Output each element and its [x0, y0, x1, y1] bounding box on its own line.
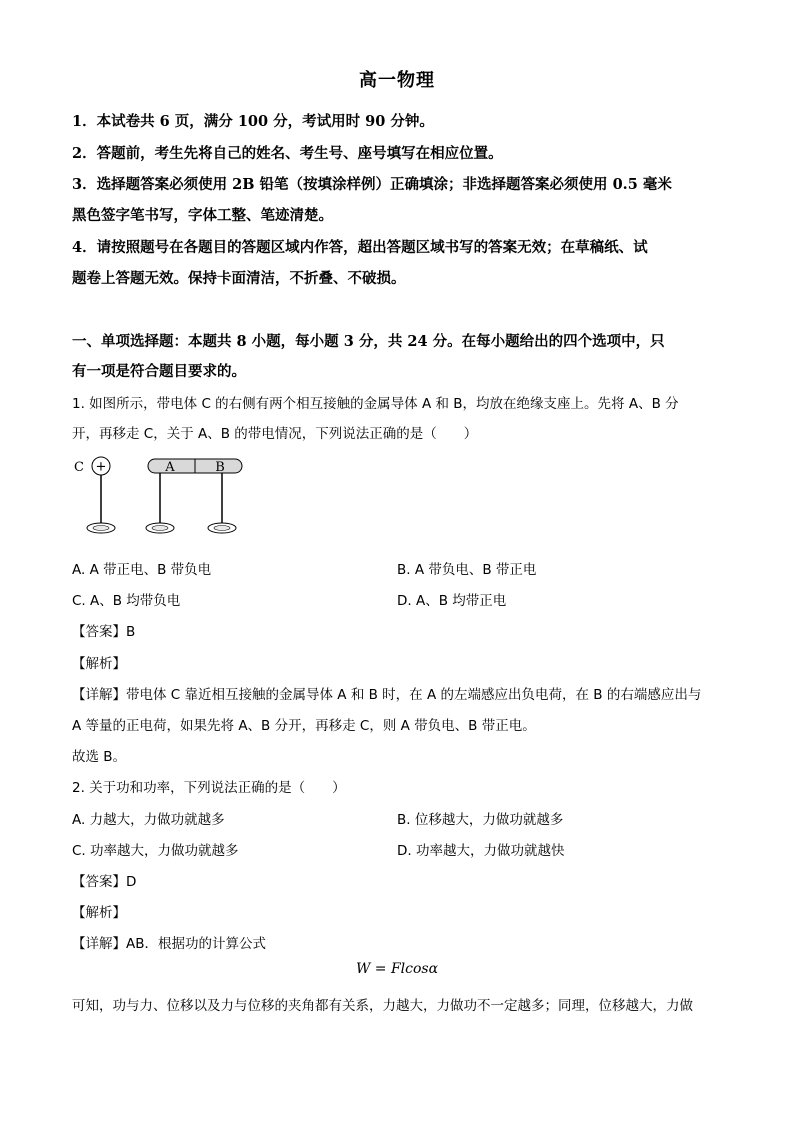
q1-detail-cont: A 等量的正电荷，如果先将 A、B 分开，再移走 C，则 A 带负电、B 带正电。 — [72, 718, 536, 734]
q2-detail-cont: 可知，功与力、位移以及力与位移的夹角都有关系，力越大，力做功不一定越多；同理，位移越大，力做 — [72, 998, 693, 1014]
label-c: C — [74, 460, 84, 475]
q1-conclusion: 故选 B。 — [72, 749, 127, 765]
q2-analysis-label: 【解析】 — [72, 905, 126, 921]
instruction-4-cont: 题卷上答题无效。保持卡面清洁，不折叠、不破损。 — [72, 270, 406, 287]
page-title: 高一物理 — [359, 70, 435, 91]
q2-option-c: C. 功率越大，力做功就越多 — [72, 843, 239, 859]
section-heading-cont: 有一项是符合题目要求的。 — [72, 363, 246, 380]
q2-stem: 2. 关于功和功率，下列说法正确的是（ ） — [72, 780, 346, 796]
conductor-c — [74, 457, 115, 533]
instruction-1: 1．本试卷共 6 页，满分 100 分，考试用时 90 分钟。 — [72, 113, 434, 130]
work-formula: W = Flcosα — [355, 961, 439, 977]
q2-option-a: A. 力越大，力做功就越多 — [72, 812, 225, 828]
q1-stem-cont: 开，再移走 C，关于 A、B 的带电情况，下列说法正确的是（ ） — [72, 426, 478, 442]
label-b: B — [215, 460, 225, 475]
q1-option-b: B. A 带负电、B 带正电 — [397, 562, 537, 578]
q1-option-c: C. A、B 均带负电 — [72, 593, 181, 609]
q1-answer: 【答案】B — [72, 624, 136, 640]
q2-option-b: B. 位移越大，力做功就越多 — [397, 812, 564, 828]
plus-sign: + — [95, 459, 107, 475]
q1-analysis-label: 【解析】 — [72, 656, 126, 672]
q2-detail: 【详解】AB．根据功的计算公式 — [72, 936, 266, 952]
q1-option-a: A. A 带正电、B 带负电 — [72, 562, 212, 578]
instruction-3: 3．选择题答案必须使用 2B 铅笔（按填涂样例）正确填涂；非选择题答案必须使用 0.5 毫米 — [72, 176, 672, 193]
instruction-2: 2．答题前，考生先将自己的姓名、考生号、座号填写在相应位置。 — [72, 145, 503, 162]
q1-detail: 【详解】带电体 C 靠近相互接触的金属导体 A 和 B 时，在 A 的左端感应出负电荷，在 B 的右端感应出与 — [72, 687, 702, 703]
q1-stem: 1. 如图所示，带电体 C 的右侧有两个相互接触的金属导体 A 和 B，均放在绝缘支座上。先将 A、B 分 — [72, 396, 679, 412]
conductors-ab — [146, 459, 242, 533]
instruction-3-cont: 黑色签字笔书写，字体工整、笔迹清楚。 — [72, 207, 333, 224]
q1-option-d: D. A、B 均带正电 — [397, 593, 507, 609]
q2-option-d: D. 功率越大，力做功就越快 — [397, 843, 565, 859]
instruction-4: 4．请按照题号在各题目的答题区域内作答，超出答题区域书写的答案无效；在草稿纸、试 — [72, 239, 648, 256]
section-heading: 一、单项选择题：本题共 8 小题，每小题 3 分，共 24 分。在每小题给出的四个选项中，只 — [72, 333, 665, 350]
label-a: A — [165, 460, 175, 475]
q1-figure — [70, 452, 260, 542]
q2-answer: 【答案】D — [72, 874, 137, 890]
